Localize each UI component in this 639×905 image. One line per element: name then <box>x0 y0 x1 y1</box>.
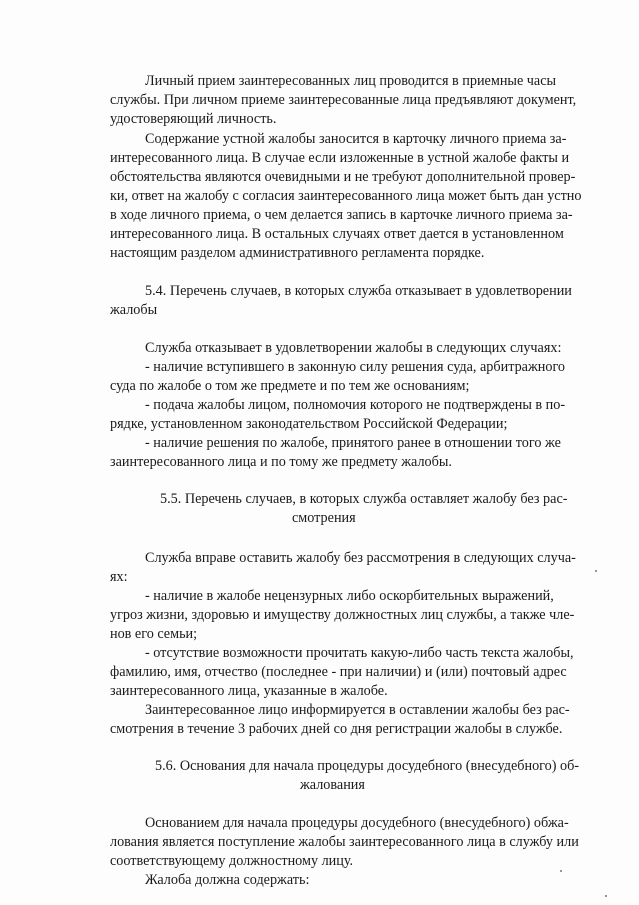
paragraph-line: Служба вправе оставить жалобу без рассмотрения в следующих случа- <box>145 550 576 566</box>
paragraph-line: заинтересованного лица и по тому же предмету жалобы. <box>110 454 452 470</box>
paragraph-line: - подача жалобы лицом, полномочия которого не подтверждены в по- <box>145 397 566 413</box>
paragraph-line: Содержание устной жалобы заносится в карточку личного приема за- <box>145 131 567 147</box>
scan-speck <box>560 870 562 872</box>
paragraph-line: обстоятельства являются очевидными и не требуют дополнительной провер- <box>110 169 576 185</box>
paragraph-line: в ходе личного приема, о чем делается запись в карточке личного приема за- <box>110 207 573 223</box>
paragraph-line: рядке, установленном законодательством Российской Федерации; <box>110 416 508 432</box>
paragraph-line: лования является поступление жалобы заинтересованного лица в службу или <box>110 834 579 850</box>
paragraph-line: заинтересованного лица, указанные в жалобе. <box>110 683 388 699</box>
paragraph-line: Основанием для начала процедуры досудебного (внесудебного) обжа- <box>145 815 569 831</box>
paragraph-line: соответствующему должностному лицу. <box>110 853 354 869</box>
paragraph-line: Служба отказывает в удовлетворении жалобы в следующих случаях: <box>145 340 562 356</box>
paragraph-line: ки, ответ на жалобу с согласия заинтересованного лица может быть дан устно <box>110 188 582 204</box>
paragraph-line: Жалоба должна содержать: <box>145 872 310 888</box>
scan-speck <box>605 895 607 897</box>
paragraph-line: - наличие в жалобе нецензурных либо оскорбительных выражений, <box>145 588 554 604</box>
paragraph-line: ях: <box>110 569 128 585</box>
section-heading: 5.4. Перечень случаев, в которых служба отказывает в удовлетворении <box>145 283 572 299</box>
section-heading: смотрения <box>292 510 356 526</box>
paragraph-line: - наличие вступившего в законную силу решения суда, арбитражного <box>145 359 566 375</box>
paragraph-line: службы. При личном приеме заинтересованные лица предъявляют документ, <box>110 92 577 108</box>
section-heading: жалования <box>300 777 365 793</box>
section-heading: жалобы <box>110 302 158 318</box>
paragraph-line: - отсутствие возможности прочитать какую-либо часть текста жалобы, <box>145 645 574 661</box>
paragraph-line: настоящим разделом административного регламента порядке. <box>110 245 485 261</box>
section-heading: 5.5. Перечень случаев, в которых служба оставляет жалобу без рас- <box>160 491 568 507</box>
paragraph-line: интересованного лица. В случае если изложенные в устной жалобе факты и <box>110 150 570 166</box>
paragraph-line: интересованного лица. В остальных случаях ответ дается в установленном <box>110 226 564 242</box>
paragraph-line: - наличие решения по жалобе, принятого ранее в отношении того же <box>145 435 561 451</box>
paragraph-line: фамилию, имя, отчество (последнее - при наличии) и (или) почтовый адрес <box>110 664 567 680</box>
section-heading: 5.6. Основания для начала процедуры досудебного (внесудебного) об- <box>155 758 580 774</box>
paragraph-line: удостоверяющий личность. <box>110 111 277 127</box>
paragraph-line: суда по жалобе о том же предмете и по тем же основаниям; <box>110 378 470 394</box>
scan-speck <box>595 570 597 572</box>
paragraph-line: угроз жизни, здоровью и имуществу должностных лиц службы, а также чле- <box>110 607 575 623</box>
paragraph-line: Заинтересованное лицо информируется в оставлении жалобы без рас- <box>145 702 570 718</box>
paragraph-line: Личный прием заинтересованных лиц проводится в приемные часы <box>145 73 557 89</box>
paragraph-line: смотрения в течение 3 рабочих дней со дня регистрации жалобы в службе. <box>110 721 563 737</box>
paragraph-line: нов его семьи; <box>110 626 198 642</box>
